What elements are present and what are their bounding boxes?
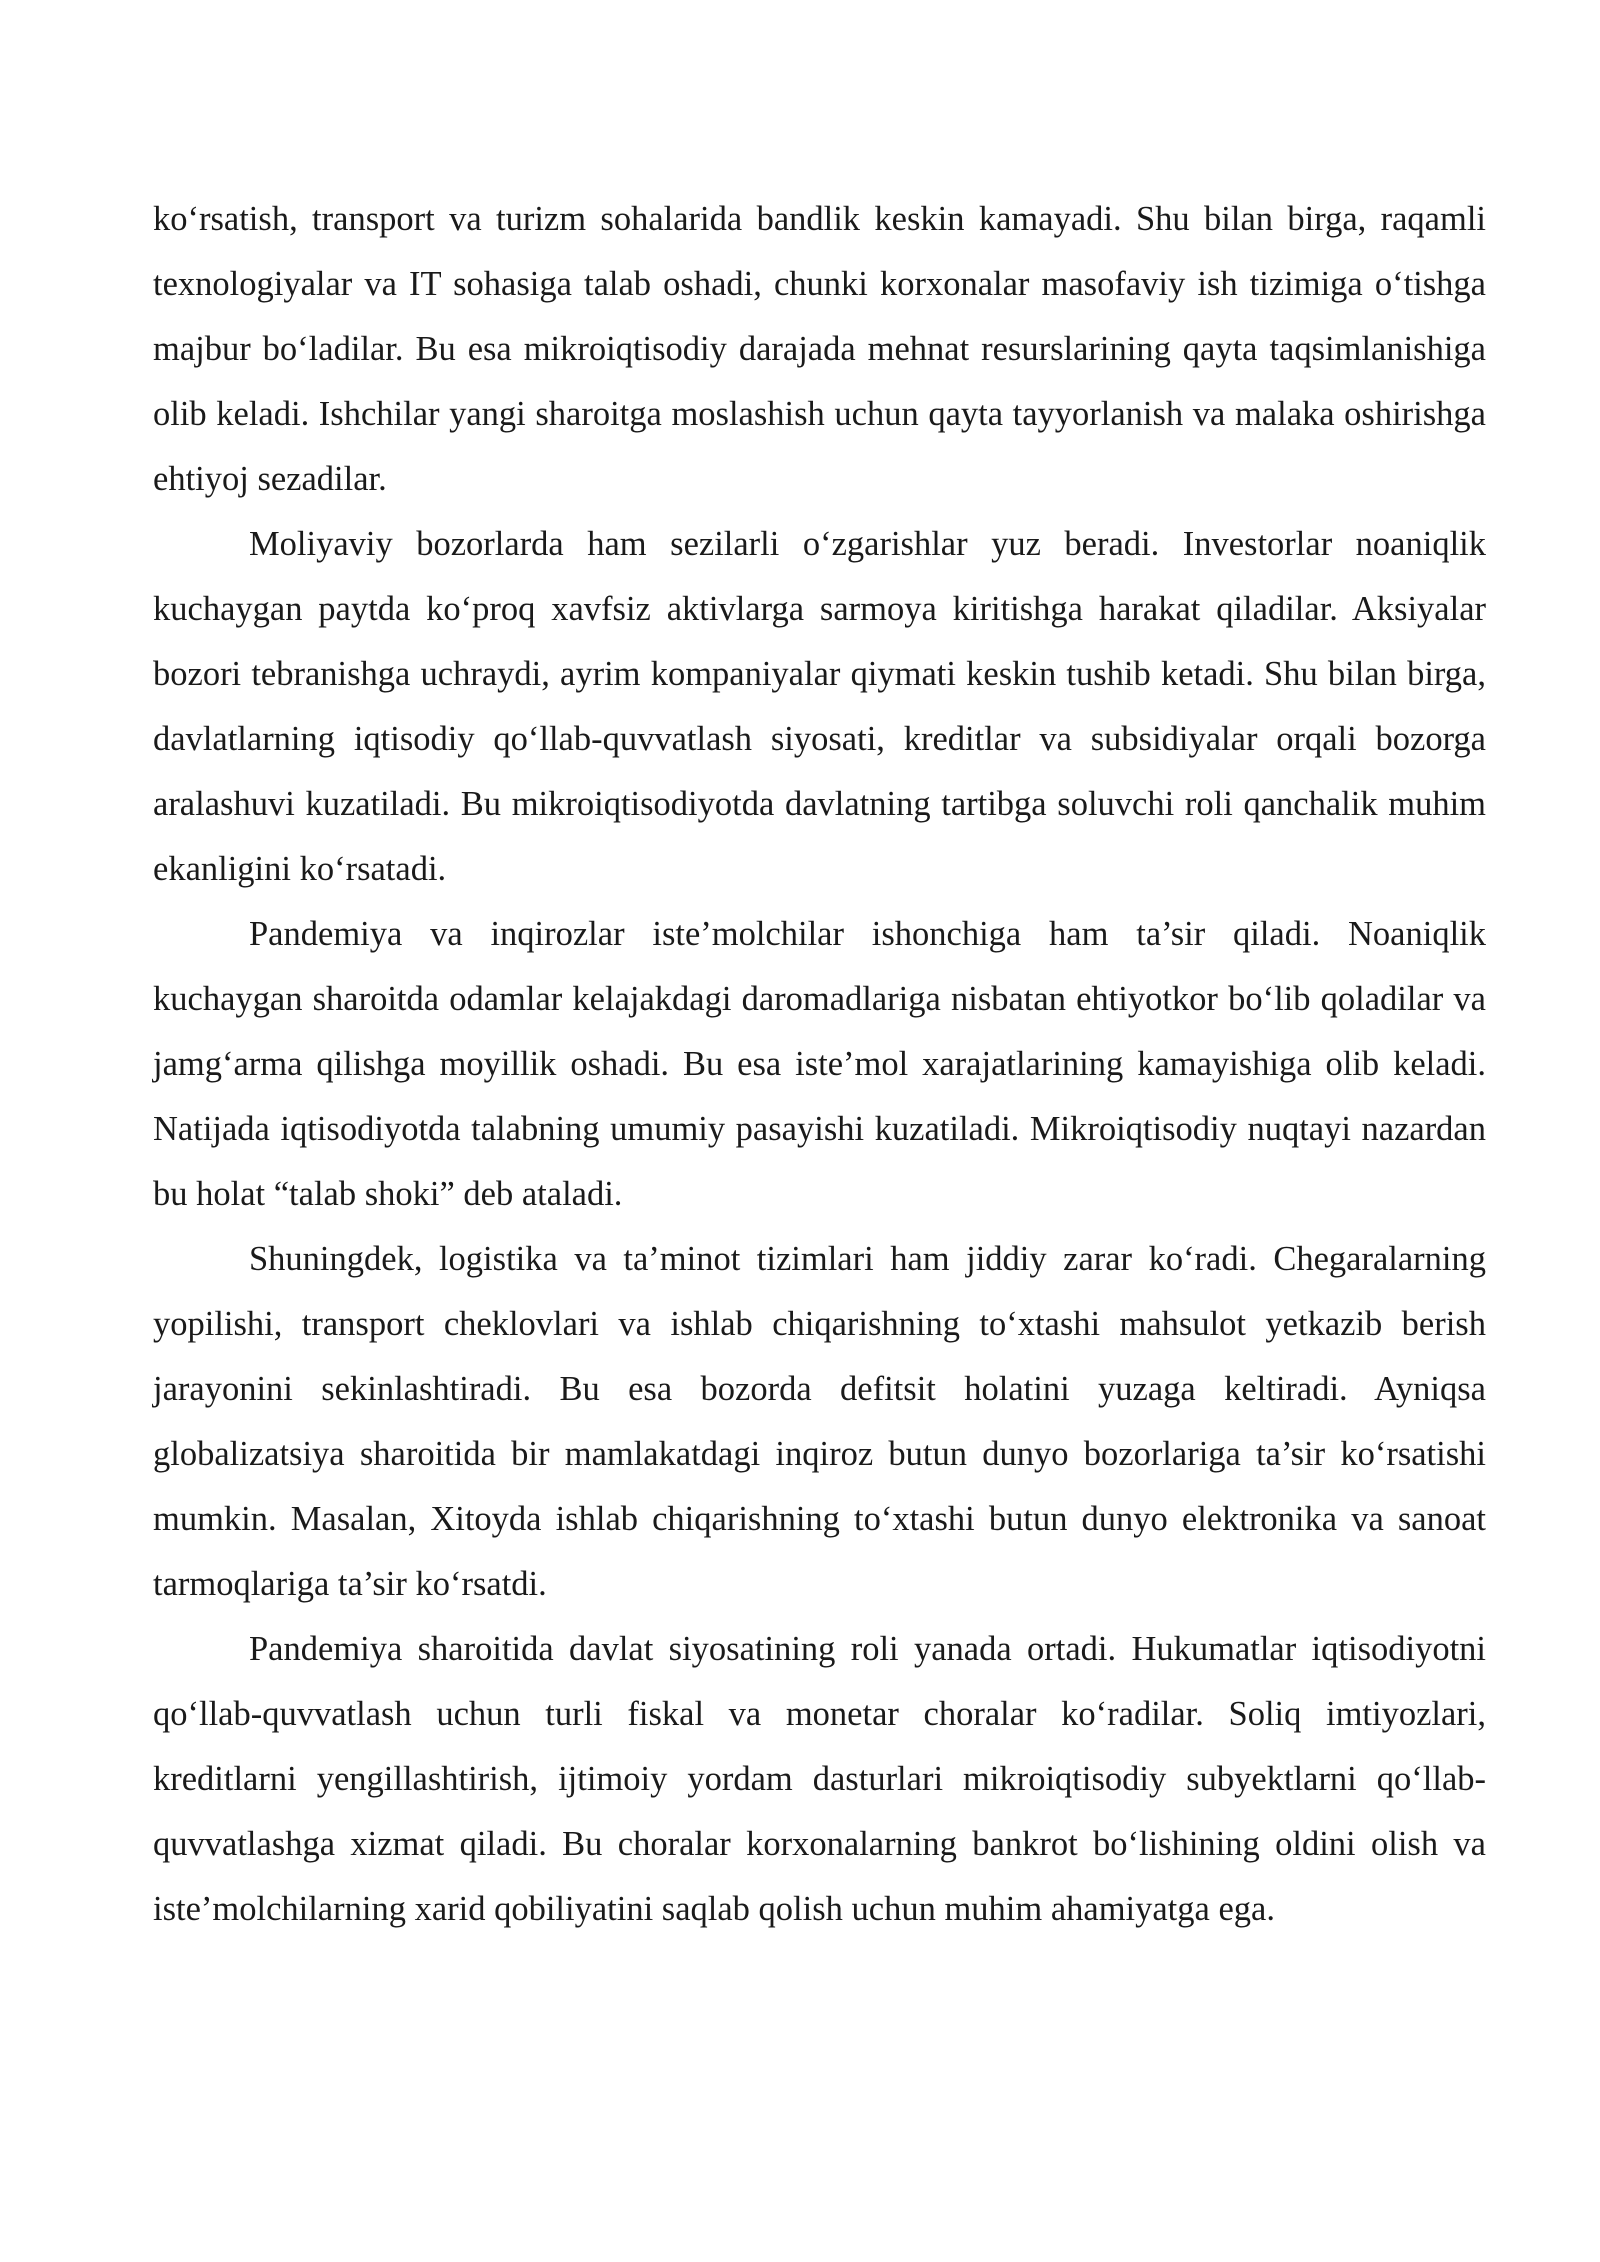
paragraph-financial-markets: Moliyaviy bozorlarda ham sezilarli o‘zgarishlar yuz beradi. Investorlar noaniqlik kuchaygan paytda ko‘proq xavfsiz aktivlarga sarmoya kiritishga harakat qiladilar. Aksiyalar bozori tebranishga uchraydi, ayrim kompaniyalar qiymati keskin tushib ketadi. Shu bilan birga, davlatlarning iqtisodiy qo‘llab-quvvatlash siyosati, kreditlar va subsidiyalar orqali bozorga aralashuvi kuzatiladi. Bu mikroiqtisodiyotda davlatning tartibga soluvchi roli qanchalik muhim ekanligini ko‘rsatadi. [153,525,1486,888]
paragraph-state-policy: Pandemiya sharoitida davlat siyosatining roli yanada ortadi. Hukumatlar iqtisodiyotni qo‘llab-quvvatlash uchun turli fiskal va monetar choralar ko‘radilar. Soliq imtiyozlari, kreditlarni yengillashtirish, ijtimoiy yordam dasturlari mikroiqtisodiy subyektlarni qo‘llab-quvvatlashga xizmat qiladi. Bu choralar korxonalarning bankrot bo‘lishining oldini olish va iste’molchilarning xarid qobiliyatini saqlab qolish uchun muhim ahamiyatga ega. [153,1630,1486,1928]
paragraph-logistics: Shuningdek, logistika va ta’minot tizimlari ham jiddiy zarar ko‘radi. Chegaralarning yopilishi, transport cheklovlari va ishlab chiqarishning to‘xtashi mahsulot yetkazib berish jarayonini sekinlashtiradi. Bu esa bozorda defitsit holatini yuzaga keltiradi. Ayniqsa globalizatsiya sharoitida bir mamlakatdagi inqiroz butun dunyo bozorlariga ta’sir ko‘rsatishi mumkin. Masalan, Xitoyda ishlab chiqarishning to‘xtashi butun dunyo elektronika va sanoat tarmoqlariga ta’sir ko‘rsatdi. [153,1240,1486,1603]
paragraph-consumer-confidence: Pandemiya va inqirozlar iste’molchilar ishonchiga ham ta’sir qiladi. Noaniqlik kuchaygan sharoitda odamlar kelajakdagi daromadlariga nisbatan ehtiyotkor bo‘lib qoladilar va jamg‘arma qilishga moyillik oshadi. Bu esa iste’mol xarajatlarining kamayishiga olib keladi. Natijada iqtisodiyotda talabning umumiy pasayishi kuzatiladi. Mikroiqtisodiy nuqtayi nazardan bu holat “talab shoki” deb ataladi. [153,915,1486,1213]
document-body [153,187,1486,1942]
paragraph-continuation: ko‘rsatish, transport va turizm sohalarida bandlik keskin kamayadi. Shu bilan birga, raqamli texnologiyalar va IT sohasiga talab oshadi, chunki korxonalar masofaviy ish tizimiga o‘tishga majbur bo‘ladilar. Bu esa mikroiqtisodiy darajada mehnat resurslarining qayta taqsimlanishiga olib keladi. Ishchilar yangi sharoitga moslashish uchun qayta tayyorlanish va malaka oshirishga ehtiyoj sezadilar. [153,200,1486,498]
